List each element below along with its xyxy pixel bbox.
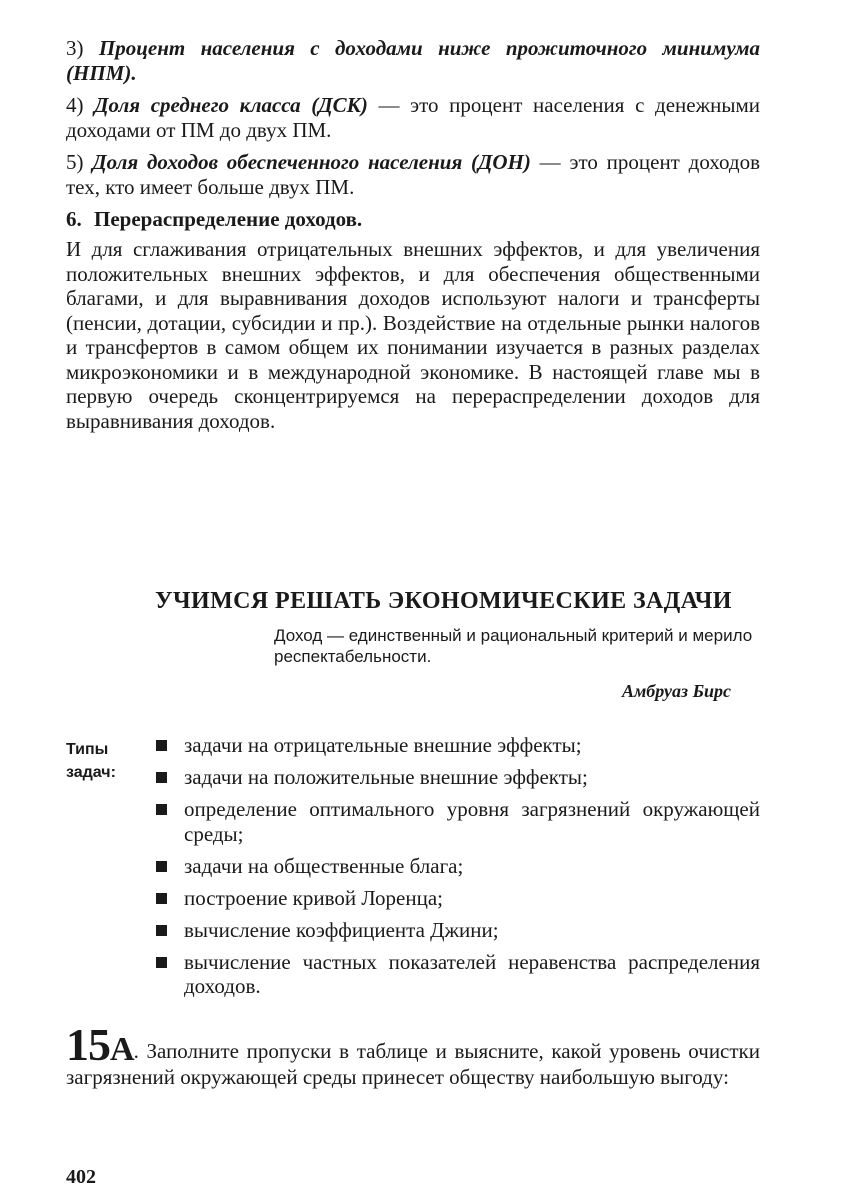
- problem-number: 15А: [66, 1019, 134, 1070]
- problem-text: Заполните пропуски в таблице и выясните, какой уровень очистки загрязнений окружающей среды принесет обществу наибольшую выгоду:: [66, 1039, 760, 1089]
- item-text: — это процент населения с денежными доходами от ПМ до двух ПМ.: [66, 93, 760, 142]
- square-bullet-icon: [156, 861, 167, 872]
- list-item: вычисление частных показателей неравенства распределения доходов.: [155, 950, 760, 999]
- item-term: Доля доходов обеспеченного населения (ДОН): [92, 150, 531, 174]
- square-bullet-icon: [156, 893, 167, 904]
- item-number: 5): [66, 150, 84, 174]
- list-item-4: [66, 93, 760, 143]
- square-bullet-icon: [156, 772, 167, 783]
- learning-section-title: УЧИМСЯ РЕШАТЬ ЭКОНОМИЧЕСКИЕ ЗАДАЧИ: [155, 588, 732, 614]
- section-paragraph: И для сглаживания отрицательных внешних эффектов, и для увеличения положительных внешних эффектов, и для обеспечения общественными благами, и для выравнивания доходов используют налоги и трансферты (пенсии, дотации, субсидии и пр.). Воздействие на отдельные рынки налогов и трансфертов в самом общем их понимании изучается в разных разделах микроэкономики и в международной экономике. В настоящей главе мы в первую очередь сконцентрируемся на перераспределении доходов для выравнивания доходов.: [66, 237, 760, 433]
- item-term: Доля среднего класса (ДСК): [94, 93, 368, 117]
- list-item-3: [66, 36, 760, 86]
- page-body: [66, 36, 760, 433]
- square-bullet-icon: [156, 804, 167, 815]
- list-item: задачи на положительные внешние эффекты;: [155, 765, 760, 790]
- section-number: 6.: [66, 207, 82, 231]
- problem-types-label: Типы задач:: [66, 741, 116, 781]
- item-number: 4): [66, 93, 84, 117]
- page-number: 402: [66, 1166, 96, 1188]
- item-term: Процент населения с доходами ниже прожиточного минимума (НПМ).: [66, 36, 761, 85]
- section-heading: [66, 207, 760, 232]
- list-item: построение кривой Лоренца;: [155, 886, 760, 911]
- item-text: — это процент доходов тех, кто имеет больше двух ПМ.: [66, 150, 760, 199]
- list-item: задачи на общественные блага;: [155, 854, 760, 879]
- square-bullet-icon: [156, 925, 167, 936]
- problem-suffix: А: [110, 1031, 134, 1068]
- epigraph: Доход — единственный и рациональный критерий и мерило респектабельности.: [274, 626, 753, 666]
- square-bullet-icon: [156, 957, 167, 968]
- list-item: определение оптимального уровня загрязнений окружающей среды;: [155, 797, 760, 846]
- epigraph-author: Амбруаз Бирс: [621, 681, 731, 701]
- list-item: вычисление коэффициента Джини;: [155, 918, 760, 943]
- problem-15a: 15А. Заполните пропуски в таблице и выясните, какой уровень очистки загрязнений окружающей среды принесет обществу наибольшую выгоду:: [66, 1019, 760, 1089]
- list-item-5: [66, 150, 760, 200]
- list-item: задачи на отрицательные внешние эффекты;: [155, 733, 760, 758]
- square-bullet-icon: [156, 740, 167, 751]
- section-title: Перераспределение доходов.: [94, 207, 363, 231]
- item-number: 3): [66, 36, 84, 60]
- problem-types-list: [155, 733, 760, 1006]
